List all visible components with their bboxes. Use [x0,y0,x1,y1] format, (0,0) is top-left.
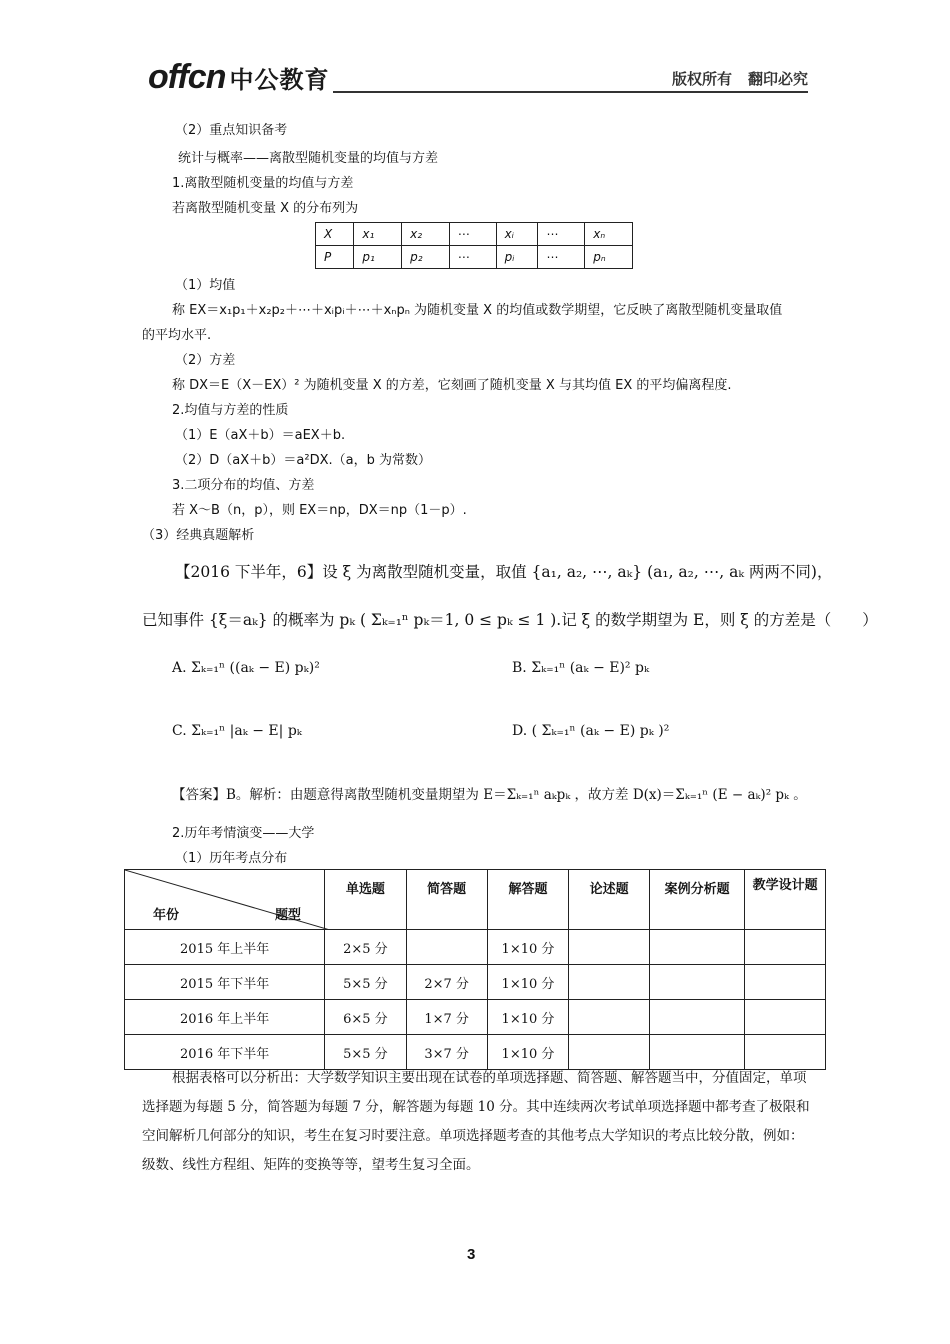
analysis-paragraph: 根据表格可以分析出：大学数学知识主要出现在试卷的单项选择题、简答题、解答题当中，分值固定，单项选择题为每题 5 分，简答题为每题 7 分，解答题为每题 10 分。其中连续两次考试单项选择题中都考查了极限和空间解析几何部分的知识，考生在复习时要注意。单项选择题考查的其他考点大学知识的考点比较分散，例如：级数、线性方程组、矩阵的变换等等，望考生复习全面。 [142,1070,810,1173]
subheading-history: 2.历年考情演变——大学 [172,826,315,841]
table-cell: 2015 年上半年 [125,930,325,965]
table-row [125,930,826,965]
table-cell: 3×7 分 [406,1035,487,1070]
binomial-statement: 若 X～B（n，p），则 EX＝np，DX＝np（1－p）. [172,503,467,518]
variance-definition: 称 DX＝E（X－EX）² 为随机变量 X 的方差，它刻画了随机变量 X 与其均值 EX 的平均偏离程度. [172,378,732,393]
table-header-row [125,870,826,930]
dist-intro: 若离散型随机变量 X 的分布列为 [172,201,359,216]
dist-cell: pₙ [585,246,633,269]
corner-label-type: 题型 [275,908,302,923]
subheading-1: 1.离散型随机变量的均值与方差 [172,176,354,191]
brand-logo [148,58,329,97]
mean-heading: （1）均值 [175,278,236,293]
table-row [125,1000,826,1035]
table-cell: 2016 年上半年 [125,1000,325,1035]
table-cell [406,930,487,965]
copyright-a: 版权所有 [671,70,732,88]
table-cell: 5×5 分 [325,965,406,1000]
table-cell [649,1000,744,1035]
table-cell [745,965,826,1000]
question-line-2: 已知事件 {ξ＝aₖ} 的概率为 pₖ ( Σₖ₌₁ⁿ pₖ＝1, 0 ≤ pₖ ≤ 1 ).记 ξ 的数学期望为 E，则 ξ 的方差是（ ） [142,611,878,629]
page-number: 3 [467,1246,476,1263]
property-2: （2）D（aX＋b）＝a²DX.（a，b 为常数） [175,453,431,468]
dist-cell: p₂ [402,246,450,269]
corner-label-year: 年份 [153,908,180,923]
answer-line: 【答案】B。解析：由题意得离散型随机变量期望为 E＝Σₖ₌₁ⁿ aₖpₖ ，故方差 D(x)＝Σₖ₌₁ⁿ (E − aₖ)² pₖ 。 [172,787,807,803]
variance-heading: （2）方差 [175,353,236,368]
table-cell [745,1000,826,1035]
exam-history-table [124,869,826,1070]
table-cell: 2×7 分 [406,965,487,1000]
dist-cell: ⋯ [449,246,496,269]
dist-cell: pᵢ [496,246,538,269]
dist-cell: X [316,223,354,246]
mean-definition-cont: 的平均水平. [142,328,212,343]
section-heading: （2）重点知识备考 [175,123,288,138]
dist-cell: ⋯ [449,223,496,246]
column-header: 教学设计题 [745,870,826,930]
copyright-b: 翻印必究 [747,70,808,88]
mean-definition: 称 EX＝x₁p₁＋x₂p₂＋⋯＋xᵢpᵢ＋⋯＋xₙpₙ 为随机变量 X 的均值或数学期望，它反映了离散型随机变量取值 [172,303,783,318]
table-cell [649,930,744,965]
table-cell: 6×5 分 [325,1000,406,1035]
table-cell [569,930,650,965]
table-cell: 2×5 分 [325,930,406,965]
column-header: 单选题 [325,870,406,930]
distribution-table [315,222,633,269]
option-a: A. Σₖ₌₁ⁿ ((aₖ − E) pₖ)² [172,660,320,676]
question-line-1: 【2016 下半年，6】设 ξ 为离散型随机变量，取值 {a₁, a₂, ⋯, aₖ} (a₁, a₂, ⋯, aₖ 两两不同)， [175,563,833,581]
table-cell [569,1000,650,1035]
subheading-3: 3.二项分布的均值、方差 [172,478,315,493]
table-cell: 1×10 分 [487,1035,569,1070]
table-row [125,965,826,1000]
diagonal-header-cell [125,870,325,930]
dist-cell: ⋯ [538,246,585,269]
logo-latin: offcn [148,58,226,96]
option-c: C. Σₖ₌₁ⁿ |aₖ − E| pₖ [172,723,302,739]
table-cell: 2016 年下半年 [125,1035,325,1070]
property-1: （1）E（aX＋b）＝aEX＋b. [175,428,346,443]
column-header: 论述题 [569,870,650,930]
dist-cell: ⋯ [538,223,585,246]
table-cell: 1×10 分 [487,930,569,965]
column-header: 简答题 [406,870,487,930]
dist-cell: P [316,246,354,269]
copyright-notice [672,68,808,89]
subheading-distribution: （1）历年考点分布 [175,851,288,866]
option-b: B. Σₖ₌₁ⁿ (aₖ − E)² pₖ [512,660,650,676]
subheading-2: 2.均值与方差的性质 [172,403,289,418]
table-cell [569,965,650,1000]
option-d: D. ( Σₖ₌₁ⁿ (aₖ − E) pₖ )² [512,723,670,739]
table-cell: 2015 年下半年 [125,965,325,1000]
dist-cell: xᵢ [496,223,538,246]
table-cell [745,930,826,965]
dist-cell: x₂ [402,223,450,246]
table-cell: 1×10 分 [487,965,569,1000]
dist-row-p [316,246,633,269]
table-cell [649,965,744,1000]
exam-heading: （3）经典真题解析 [142,528,255,543]
column-header: 解答题 [487,870,569,930]
topic-title: 统计与概率——离散型随机变量的均值与方差 [178,151,439,166]
table-cell: 1×10 分 [487,1000,569,1035]
table-cell: 1×7 分 [406,1000,487,1035]
dist-cell: p₁ [354,246,402,269]
logo-chinese: 中公教育 [229,67,330,94]
header-rule [333,91,808,93]
column-header: 案例分析题 [649,870,744,930]
dist-cell: xₙ [585,223,633,246]
dist-cell: x₁ [354,223,402,246]
table-cell: 5×5 分 [325,1035,406,1070]
dist-row-x [316,223,633,246]
